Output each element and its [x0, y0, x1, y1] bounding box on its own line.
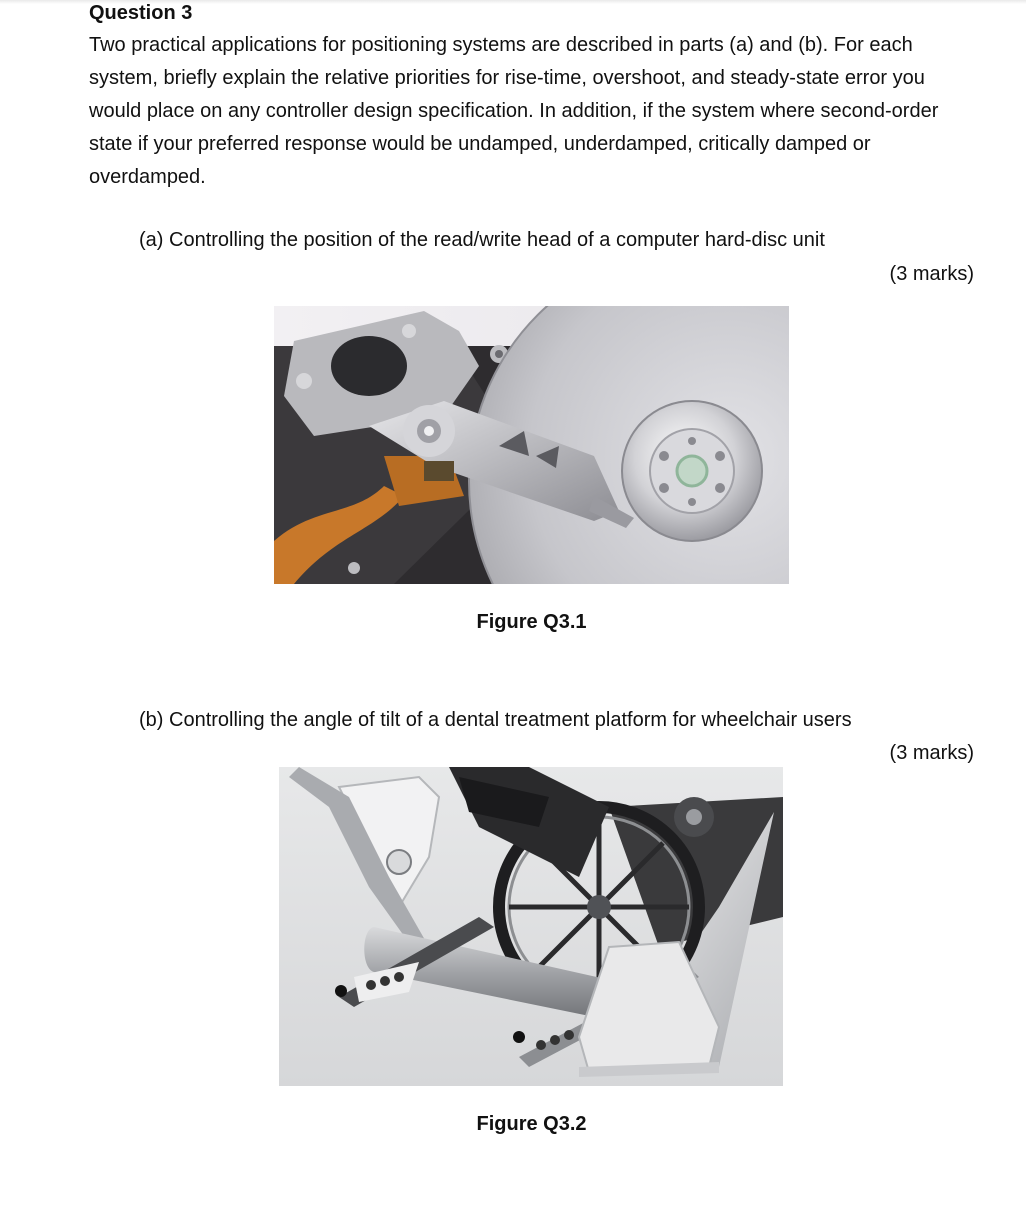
- question-title: Question 3: [89, 2, 193, 24]
- part-b-marks: (3 marks): [889, 742, 974, 764]
- hard-disk-photo: [274, 306, 789, 584]
- part-b-text: (b) Controlling the angle of tilt of a dental treatment platform for wheelchair users: [139, 709, 852, 731]
- figure-q3-2-caption: Figure Q3.2: [476, 1113, 587, 1135]
- part-a-marks: (3 marks): [889, 263, 974, 285]
- wheelchair-platform-photo: [279, 767, 783, 1086]
- question-intro: Two practical applications for positioning systems are described in parts (a) and (b). For each system, briefly explain the relative priorities for rise-time, overshoot, and steady-state error you would place on any controller design specification. In addition, if the system where second-order state if your preferred response would be undamped, underdamped, critically damped or overdamped.: [89, 34, 939, 188]
- figure-q3-1-caption: Figure Q3.1: [476, 611, 587, 633]
- part-a-text: (a) Controlling the position of the read/write head of a computer hard-disc unit: [139, 229, 825, 251]
